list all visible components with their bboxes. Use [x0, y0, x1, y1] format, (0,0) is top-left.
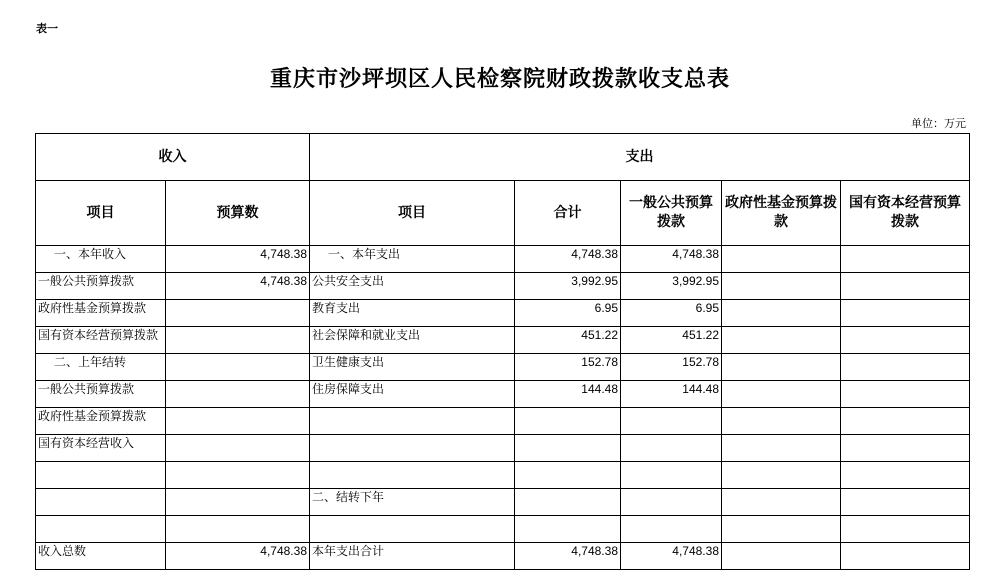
income-item-cell: 一般公共预算拨款 — [36, 273, 166, 300]
expense-item-cell: 住房保障支出 — [310, 381, 515, 408]
form-code: 表一 — [36, 22, 58, 35]
income-value-cell — [166, 381, 310, 408]
col-header-total: 合计 — [515, 181, 621, 246]
fund-cell — [722, 543, 841, 570]
fund-cell — [722, 516, 841, 543]
general-cell: 451.22 — [621, 327, 722, 354]
capital-cell — [841, 408, 970, 435]
expense-item-cell — [310, 408, 515, 435]
income-value-cell — [166, 435, 310, 462]
capital-cell — [841, 435, 970, 462]
income-value-cell — [166, 462, 310, 489]
total-cell — [515, 462, 621, 489]
fund-cell — [722, 462, 841, 489]
fund-cell — [722, 435, 841, 462]
general-cell: 4,748.38 — [621, 543, 722, 570]
column-header-row — [36, 181, 970, 246]
table-row — [36, 435, 970, 462]
capital-cell — [841, 300, 970, 327]
total-cell: 4,748.38 — [515, 543, 621, 570]
general-cell — [621, 489, 722, 516]
fund-cell — [722, 300, 841, 327]
income-value-cell: 4,748.38 — [166, 273, 310, 300]
table-row — [36, 354, 970, 381]
budget-summary-table — [35, 133, 970, 570]
general-cell — [621, 462, 722, 489]
expense-item-cell: 卫生健康支出 — [310, 354, 515, 381]
capital-cell — [841, 489, 970, 516]
table-row — [36, 543, 970, 570]
income-item-cell: 国有资本经营收入 — [36, 435, 166, 462]
capital-cell — [841, 381, 970, 408]
unit-label: 单位：万元 — [911, 117, 966, 130]
expense-item-cell: 二、结转下年 — [310, 489, 515, 516]
income-value-cell: 4,748.38 — [166, 246, 310, 273]
total-cell: 6.95 — [515, 300, 621, 327]
income-value-cell — [166, 354, 310, 381]
total-cell — [515, 435, 621, 462]
total-cell: 3,992.95 — [515, 273, 621, 300]
income-item-cell: 二、上年结转 — [36, 354, 166, 381]
income-item-cell — [36, 462, 166, 489]
general-cell — [621, 516, 722, 543]
capital-cell — [841, 462, 970, 489]
capital-cell — [841, 273, 970, 300]
capital-cell — [841, 516, 970, 543]
general-cell: 6.95 — [621, 300, 722, 327]
col-header-general: 一般公共预算拨款 — [621, 181, 722, 246]
fund-cell — [722, 489, 841, 516]
general-cell — [621, 408, 722, 435]
expense-section-header: 支出 — [310, 134, 970, 181]
total-cell — [515, 408, 621, 435]
table-row — [36, 381, 970, 408]
total-cell: 152.78 — [515, 354, 621, 381]
general-cell: 4,748.38 — [621, 246, 722, 273]
income-item-cell: 一、本年收入 — [36, 246, 166, 273]
expense-item-cell — [310, 435, 515, 462]
fund-cell — [722, 354, 841, 381]
col-header-expense-item: 项目 — [310, 181, 515, 246]
table-row — [36, 273, 970, 300]
expense-item-cell: 教育支出 — [310, 300, 515, 327]
col-header-fund: 政府性基金预算拨款 — [722, 181, 841, 246]
income-item-cell — [36, 489, 166, 516]
income-item-cell: 收入总数 — [36, 543, 166, 570]
total-cell — [515, 516, 621, 543]
fund-cell — [722, 381, 841, 408]
income-value-cell — [166, 327, 310, 354]
income-item-cell: 政府性基金预算拨款 — [36, 408, 166, 435]
page-title: 重庆市沙坪坝区人民检察院财政拨款收支总表 — [269, 66, 730, 92]
fund-cell — [722, 327, 841, 354]
income-value-cell — [166, 516, 310, 543]
capital-cell — [841, 543, 970, 570]
col-header-income-item: 项目 — [36, 181, 166, 246]
income-item-cell: 国有资本经营预算拨款 — [36, 327, 166, 354]
table-row — [36, 516, 970, 543]
income-item-cell — [36, 516, 166, 543]
general-cell — [621, 435, 722, 462]
expense-item-cell: 社会保障和就业支出 — [310, 327, 515, 354]
expense-item-cell: 本年支出合计 — [310, 543, 515, 570]
general-cell: 3,992.95 — [621, 273, 722, 300]
expense-item-cell — [310, 516, 515, 543]
total-cell: 144.48 — [515, 381, 621, 408]
expense-item-cell: 一、本年支出 — [310, 246, 515, 273]
total-cell: 4,748.38 — [515, 246, 621, 273]
income-item-cell: 政府性基金预算拨款 — [36, 300, 166, 327]
table-row — [36, 300, 970, 327]
fund-cell — [722, 273, 841, 300]
table-row — [36, 462, 970, 489]
income-value-cell — [166, 489, 310, 516]
general-cell: 144.48 — [621, 381, 722, 408]
income-item-cell: 一般公共预算拨款 — [36, 381, 166, 408]
total-cell: 451.22 — [515, 327, 621, 354]
capital-cell — [841, 327, 970, 354]
table-row — [36, 408, 970, 435]
fund-cell — [722, 246, 841, 273]
fund-cell — [722, 408, 841, 435]
table-row — [36, 327, 970, 354]
income-section-header: 收入 — [36, 134, 310, 181]
col-header-capital: 国有资本经营预算拨款 — [841, 181, 970, 246]
capital-cell — [841, 354, 970, 381]
table-row — [36, 489, 970, 516]
capital-cell — [841, 246, 970, 273]
income-value-cell — [166, 408, 310, 435]
general-cell: 152.78 — [621, 354, 722, 381]
expense-item-cell — [310, 462, 515, 489]
col-header-income-budget: 预算数 — [166, 181, 310, 246]
income-value-cell — [166, 300, 310, 327]
expense-item-cell: 公共安全支出 — [310, 273, 515, 300]
income-value-cell: 4,748.38 — [166, 543, 310, 570]
section-header-row — [36, 134, 970, 181]
table-row — [36, 246, 970, 273]
total-cell — [515, 489, 621, 516]
